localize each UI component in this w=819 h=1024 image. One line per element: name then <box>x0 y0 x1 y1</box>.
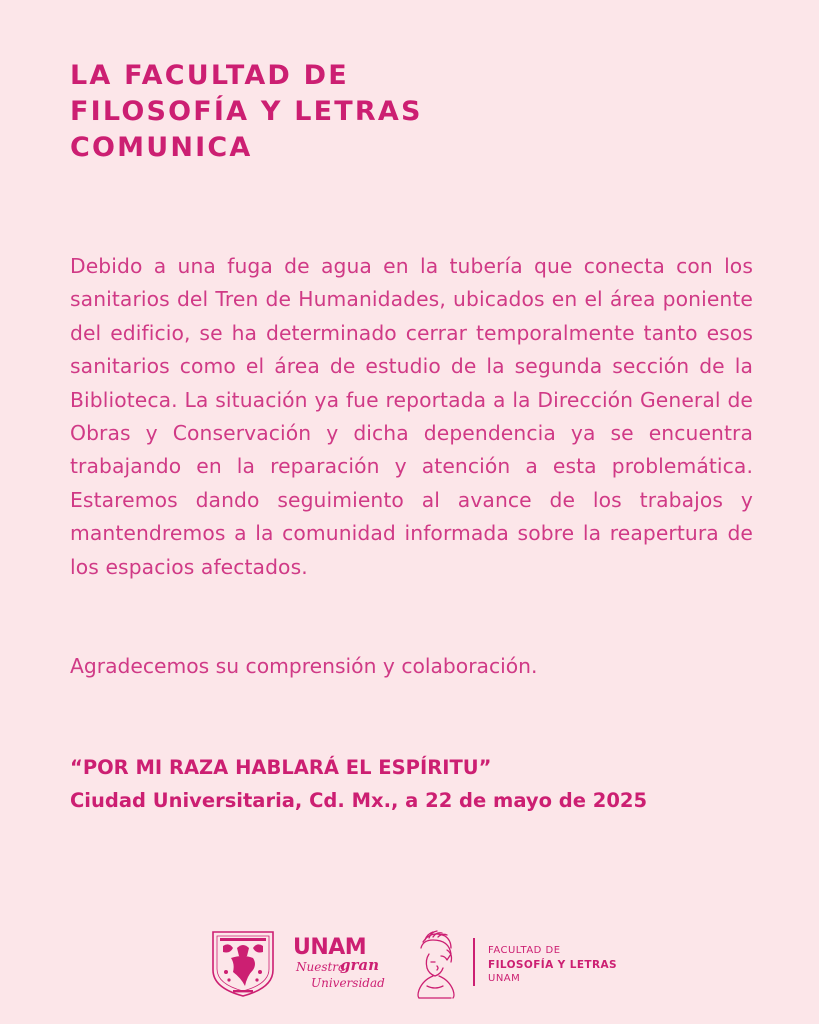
unam-wordmark-text: UNAM <box>293 935 367 960</box>
announcement-body: Debido a una fuga de agua en la tubería que conecta con los sanitarios del Tren de Humanidades, ubicados en el área poniente del edificio, se ha determinado cerrar temporalmente tanto esos sanitarios como el área de estudio de la segunda sección de la Biblioteca. La situación ya fue reportada a la Dirección General de Obras y Conservación y dicha dependencia ya se encuentra trabajando en la reparación y atención a esta problemática. Estaremos dando seguimiento al avance de los trabajos y mantendremos a la comunidad informada sobre la reapertura de los espacios afectados. <box>70 254 753 579</box>
unam-wordmark-logo <box>293 935 385 996</box>
title-line-3: COMUNICA <box>70 132 253 163</box>
title-line-1: LA FACULTAD DE <box>70 60 349 91</box>
university-motto: “POR MI RAZA HABLARÁ EL ESPÍRITU” <box>70 756 492 779</box>
logo-divider <box>473 938 475 986</box>
place-and-date: Ciudad Universitaria, Cd. Mx., a 22 de mayo de 2025 <box>70 789 648 812</box>
ffyl-line-2: FILOSOFÍA Y LETRAS <box>488 959 617 971</box>
unam-seal-icon <box>209 926 277 998</box>
ffyl-line-3: UNAM <box>488 973 521 984</box>
ffyl-line-1: FACULTAD DE <box>488 945 561 956</box>
ffyl-logo-text <box>488 944 617 986</box>
slogan-word-nuestra: Nuestra <box>296 960 346 974</box>
slogan-word-universidad: Universidad <box>311 976 385 990</box>
footer-logos <box>0 920 819 1010</box>
slogan-word-gran: gran <box>340 956 380 974</box>
title-line-2: FILOSOFÍA Y LETRAS <box>70 96 423 127</box>
page-title <box>70 58 530 166</box>
thanks-note: Agradecemos su comprensión y colaboración. <box>70 654 538 678</box>
athena-helmet-icon <box>405 928 465 1000</box>
